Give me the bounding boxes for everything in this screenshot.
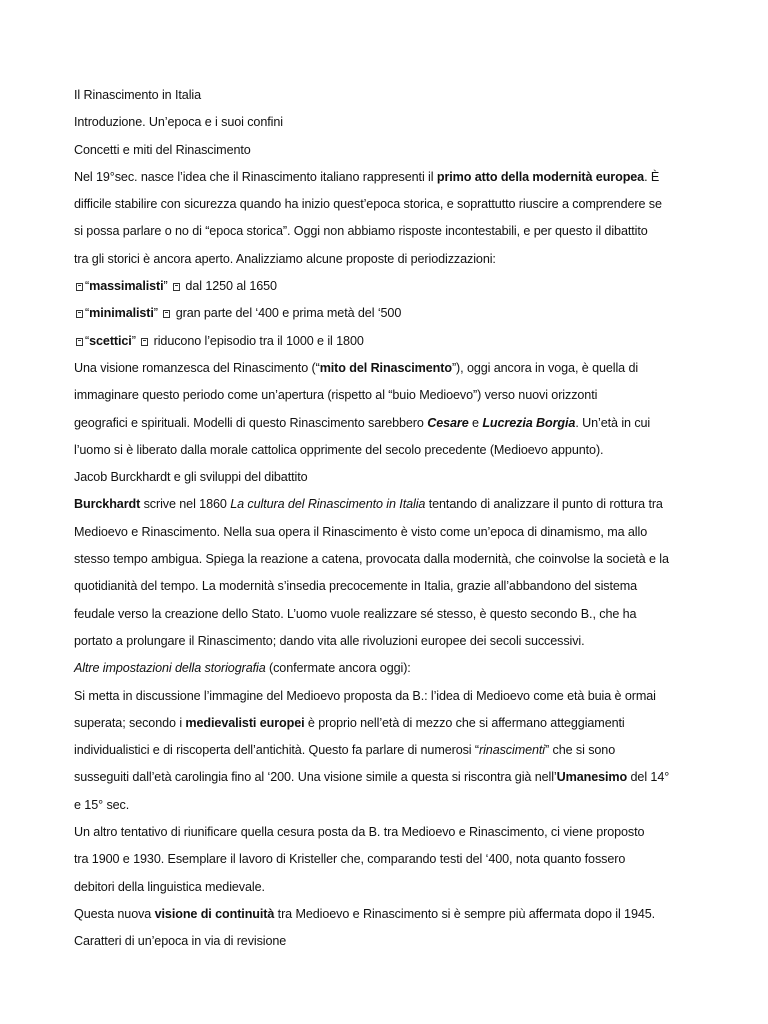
missing-glyph-icon	[163, 310, 170, 318]
paragraph-line: Un altro tentativo di riunificare quella cesura posta da B. tra Medioevo e Rinascimento, ci viene proposto	[74, 825, 645, 840]
paragraph-line: tra gli storici è ancora aperto. Analizziamo alcune proposte di periodizzazioni:	[74, 251, 496, 266]
paragraph-line: si possa parlare o no di “epoca storica”. Oggi non abbiamo risposte incontestabili, e per questo il dibattito	[74, 224, 648, 239]
paragraph-line: quotidianità del tempo. La modernità s’insedia precocemente in Italia, grazie all’abbandono del sistema	[74, 579, 638, 594]
text-span: geografici e spirituali. Modelli di questo Rinascimento sarebbero	[74, 415, 428, 430]
bold-text: minimalisti	[89, 306, 154, 321]
text-span: “	[85, 333, 90, 348]
paragraph-line	[74, 493, 704, 520]
bold-text: Umanesimo	[556, 770, 628, 785]
paragraph-line: immaginare questo periodo come un’apertura (rispetto al “buio Medioevo”) verso nuovi orizzonti	[74, 388, 598, 403]
text-span: susseguiti dall’età carolingia fino al ‘200. Una visione simile a questa si riscontra già nell’	[74, 770, 557, 785]
list-item	[74, 302, 704, 329]
paragraph-line: debitori della linguistica medievale.	[74, 879, 265, 894]
text-span: riducono l’episodio tra il 1000 e il 1800	[150, 333, 364, 348]
text-span: (confermate ancora oggi):	[265, 661, 411, 676]
text-span: ”	[163, 279, 172, 294]
missing-glyph-icon	[173, 283, 180, 291]
text-span: tentando di analizzare il punto di rottura tra	[425, 497, 663, 512]
subsection-heading-concetti: Concetti e miti del Rinascimento	[74, 142, 251, 157]
paragraph-line: stesso tempo ambigua. Spiega la reazione a catena, provocata dalla modernità, che coinvolse la società e la	[74, 552, 669, 567]
paragraph-line: Medioevo e Rinascimento. Nella sua opera il Rinascimento è visto come un’epoca di dinamismo, ma allo	[74, 524, 648, 539]
list-item	[74, 330, 704, 357]
text-span: ”), oggi ancora in voga, è quella di	[451, 360, 639, 375]
text-span: e	[468, 415, 483, 430]
paragraph-line	[74, 712, 704, 739]
paragraph-line: l’uomo si è liberato dalla morale cattolica opprimente del secolo precedente (Medioevo appunto).	[74, 442, 604, 457]
paragraph-line	[74, 657, 704, 684]
text-span: . È	[644, 169, 660, 184]
paragraph-line	[74, 903, 704, 930]
bold-text: Burckhardt	[74, 497, 141, 512]
paragraph-line	[74, 357, 704, 384]
text-span: del 14°	[627, 770, 670, 785]
paragraph-line	[74, 766, 704, 793]
text-span: gran parte del ‘400 e prima metà del ‘500	[172, 306, 402, 321]
bold-text: medievalisti europei	[185, 715, 305, 730]
text-span: superata; secondo i	[74, 715, 186, 730]
text-span: ”	[131, 333, 140, 348]
paragraph-line	[74, 412, 704, 439]
bold-text: scettici	[89, 333, 132, 348]
italic-text: Altre impostazioni della storiografia	[74, 661, 266, 676]
bold-text: primo atto della modernità europea	[436, 169, 645, 184]
paragraph-line: e 15° sec.	[74, 797, 130, 812]
bold-text: visione di continuità	[154, 906, 275, 921]
paragraph-line	[74, 739, 704, 766]
paragraph-line: portato a prolungare il Rinascimento; dando vita alle rivoluzioni europee dei secoli successivi.	[74, 633, 585, 648]
paragraph-line	[74, 166, 704, 193]
text-span: individualistici e di riscoperta dell’antichità. Questo fa parlare di numerosi “	[74, 743, 479, 758]
bold-text: mito del Rinascimento	[319, 360, 452, 375]
missing-glyph-icon	[76, 283, 83, 291]
missing-glyph-icon	[76, 338, 83, 346]
text-span: tra Medioevo e Rinascimento si è sempre più affermata dopo il 1945.	[274, 906, 656, 921]
list-item	[74, 275, 704, 302]
bold-text: massimalisti	[89, 279, 164, 294]
text-span: ”	[153, 306, 162, 321]
document-title: Il Rinascimento in Italia	[74, 88, 201, 102]
bold-italic-text: Cesare	[427, 415, 469, 430]
text-span: dal 1250 al 1650	[182, 279, 277, 294]
italic-text: rinascimenti	[479, 743, 545, 758]
text-span: Nel 19°sec. nasce l’idea che il Rinascimento italiano rappresenti il	[74, 169, 437, 184]
document-page	[74, 84, 704, 958]
bold-italic-text: Lucrezia Borgia	[482, 415, 576, 430]
text-span: scrive nel 1860	[140, 497, 231, 512]
text-span: Una visione romanzesca del Rinascimento (“	[74, 360, 320, 375]
section-heading-caratteri: Caratteri di un’epoca in via di revisione	[74, 934, 287, 949]
text-span: “	[85, 306, 90, 321]
missing-glyph-icon	[76, 310, 83, 318]
italic-text: La cultura del Rinascimento in Italia	[230, 497, 426, 512]
text-span: . Un’età in cui	[575, 415, 651, 430]
section-heading-burckhardt: Jacob Burckhardt e gli sviluppi del dibattito	[74, 470, 308, 485]
paragraph-line: tra 1900 e 1930. Esemplare il lavoro di Kristeller che, comparando testi del ‘400, nota quanto fossero	[74, 852, 626, 867]
paragraph-line: difficile stabilire con sicurezza quando ha inizio quest’epoca storica, e soprattutto riuscire a comprendere se	[74, 197, 662, 212]
text-span: Questa nuova	[74, 906, 155, 921]
paragraph-line: feudale verso la creazione dello Stato. L’uomo vuole realizzare sé stesso, è questo secondo B., che ha	[74, 606, 637, 621]
text-span: “	[85, 279, 90, 294]
text-span: è proprio nell’età di mezzo che si affermano atteggiamenti	[304, 715, 625, 730]
section-heading-introduzione: Introduzione. Un’epoca e i suoi confini	[74, 115, 283, 130]
text-span: ” che si sono	[545, 743, 616, 758]
paragraph-line: Si metta in discussione l’immagine del Medioevo proposta da B.: l’idea di Medioevo come età buia è ormai	[74, 688, 656, 703]
missing-glyph-icon	[141, 338, 148, 346]
